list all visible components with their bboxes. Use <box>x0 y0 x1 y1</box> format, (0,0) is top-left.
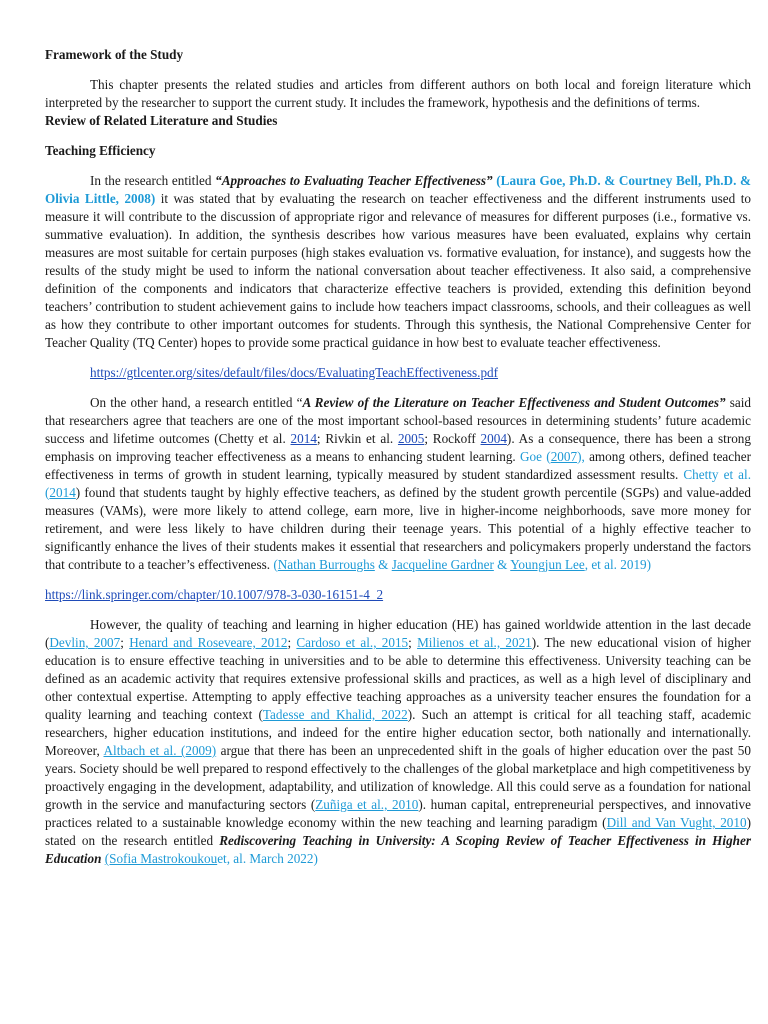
intro-paragraph: This chapter presents the related studies and articles from different authors on both local and foreign literature which interpreted by the researcher to support the current study. It includes the framework, hypothesis and the definitions of terms. <box>45 77 751 110</box>
author-link-burroughs[interactable]: Nathan Burroughs <box>277 557 375 572</box>
ref-link-dill[interactable]: Dill and Van Vught, 2010 <box>606 815 747 830</box>
separator: ; <box>287 635 297 650</box>
url-line-1 <box>45 364 751 382</box>
citation-tail: , et al. 2019) <box>584 557 652 572</box>
url-link-gtlcenter[interactable]: https://gtlcenter.org/sites/default/files/docs/EvaluatingTeachEffectiveness.pdf <box>90 365 499 380</box>
ref-link-cardoso[interactable]: Cardoso et al., 2015 <box>296 635 409 650</box>
url-link-springer[interactable]: https://link.springer.com/chapter/10.1007/978-3-030-16151-4_2 <box>45 587 384 602</box>
text: it was stated that by evaluating the research on teacher effectiveness and the different instruments used to measure it will contribute to the discussion of appropriate rigor and relevance of measures for different purposes (i.e., formative vs. summative evaluation). In addition, the synthesis describes how various measures have been evaluated, explains why certain measures are most suitable for certain purposes (high stakes evaluation vs. formative evaluation, for instance), and suggests how the results of the study might be used to inform the national conversation about teacher effectiveness. It also said, a comprehensive definition of the components and indicators that characterize effective teachers is provided, extending this definition beyond teachers’ contribution to student achievement gains to include how teachers impact classrooms, schools, and their colleagues as well as how they contribute to other important outcomes for students. Through this synthesis, the National Comprehensive Center for Teacher Quality (TQ Center) hopes to provide some practical guidance in how best to evaluate teacher effectiveness. <box>45 191 751 350</box>
text: ; Rivkin et al. <box>316 431 398 446</box>
paragraph-higher-education <box>45 616 751 868</box>
text: ). human capital, entrepreneurial perspectives, and innovative practices related to a sustainable knowledge economy within the new teaching and learning paradigm ( <box>45 797 751 830</box>
ref-goe-end: ), <box>577 449 585 464</box>
text: ) stated on the research entitled <box>45 815 751 848</box>
text: ) found that students taught by highly effective teachers, as defined by the student growth percentile (SGPs) and value-added measures (VAMs), were more likely to attend college, earn more, live in higher-income neighborhoods, save more money for retirement, and were less likely to have children during their teenage years. This potential of a highly effective teacher to significantly enhance the lives of their students makes it essential that researchers and policymakers properly understand the factors that contribute to a teacher’s effectiveness. <box>45 485 751 572</box>
ref-link-chetty-2014[interactable]: 2014 <box>290 431 317 446</box>
study-title: “Approaches to Evaluating Teacher Effectiveness” <box>215 173 493 188</box>
ref-link-tadesse[interactable]: Tadesse and Khalid, 2022 <box>262 707 408 722</box>
text: ; Rockoff <box>424 431 481 446</box>
heading-framework: Framework of the Study <box>45 47 184 62</box>
ref-chetty: Chetty et al. ( <box>45 467 751 500</box>
url-line-2 <box>45 586 751 604</box>
text: However, the quality of teaching and learning in higher education (HE) has gained worldwide attention in the last decade ( <box>45 617 751 650</box>
ref-link-chetty-year[interactable]: 2014 <box>49 485 76 500</box>
author-link-lee[interactable]: Youngjun Lee <box>510 557 585 572</box>
citation-tail: et, al. March 2022) <box>217 851 318 866</box>
study-title: Rediscovering Teaching in University: A Scoping Review of Teacher Effectiveness in Higher Education <box>45 833 751 866</box>
text: argue that there has been an unprecedented shift in the goals of higher education over the past 50 years. Society should be well prepared to respond effectively to the challenges of the global marketplace and high competitiveness by proactively engaging in the development, adaptability, and utilization of knowledge. All this could serve as a foundation for national growth in the service and manufacturing sectors ( <box>45 743 751 812</box>
ref-goe: Goe ( <box>520 449 551 464</box>
ref-link-altbach[interactable]: Altbach et al. (2009) <box>103 743 217 758</box>
paragraph-review-literature <box>45 394 751 574</box>
author-link-gardner[interactable]: Jacqueline Gardner <box>391 557 494 572</box>
document-body <box>45 46 751 868</box>
citation-open: ( <box>273 557 278 572</box>
ref-link-rivkin-2005[interactable]: 2005 <box>397 431 425 446</box>
author-link-mastrokoukou[interactable]: (Sofia Mastrokoukou <box>104 851 218 866</box>
ref-link-goe-2007[interactable]: 2007 <box>550 449 578 464</box>
study-title: A Review of the Literature on Teacher Effectiveness and Student Outcomes” <box>302 395 726 410</box>
ref-link-zuniga[interactable]: Zuñiga et al., 2010 <box>315 797 419 812</box>
heading-teaching-efficiency: Teaching Efficiency <box>45 143 156 158</box>
paragraph-goe-study <box>45 172 751 352</box>
ref-link-milienos[interactable]: Milienos et al., 2021 <box>417 635 532 650</box>
ref-link-henard[interactable]: Henard and Roseveare, 2012 <box>129 635 288 650</box>
separator: ; <box>408 635 418 650</box>
text: On the other hand, a research entitled “ <box>90 395 303 410</box>
text: said that researchers agree that teachers are one of the most important school-based resources in determining students’ future academic success and lifetime outcomes (Chetty et al. <box>45 395 751 446</box>
ref-link-rockoff-2004[interactable]: 2004 <box>480 431 507 446</box>
separator: ; <box>120 635 130 650</box>
separator: & <box>374 557 392 572</box>
text: ). Such an attempt is critical for all teaching staff, academic researchers, higher education institutions, and indeed for the entire higher education sector, both nationally and internationally. Moreover, <box>45 707 752 758</box>
text: ). As a consequence, there has been a strong emphasis on improving teacher effectiveness as a means to enhancing student learning. <box>45 431 751 464</box>
heading-review: Review of Related Literature and Studies <box>45 113 278 128</box>
text: In the research entitled <box>90 173 216 188</box>
text: among others, defined teacher effectiveness in terms of growth in student learning, typically measured by student standardized assessment results. <box>45 449 751 482</box>
text: ). The new educational vision of higher education is to ensure effective teaching in universities and to be able to determine this effectiveness. University teaching can be defined as an academic activity that requires extensive professional skills and practices, as well as a high level of disciplinary and other contextual expertise. Attempting to apply effective teaching approaches as a university teacher ensures the foundation for a quality learning and teaching context ( <box>45 635 751 722</box>
citation: (Laura Goe, Ph.D. & Courtney Bell, Ph.D. & Olivia Little, 2008) <box>45 173 751 206</box>
separator: & <box>493 557 511 572</box>
ref-link-devlin[interactable]: Devlin, 2007 <box>49 635 121 650</box>
